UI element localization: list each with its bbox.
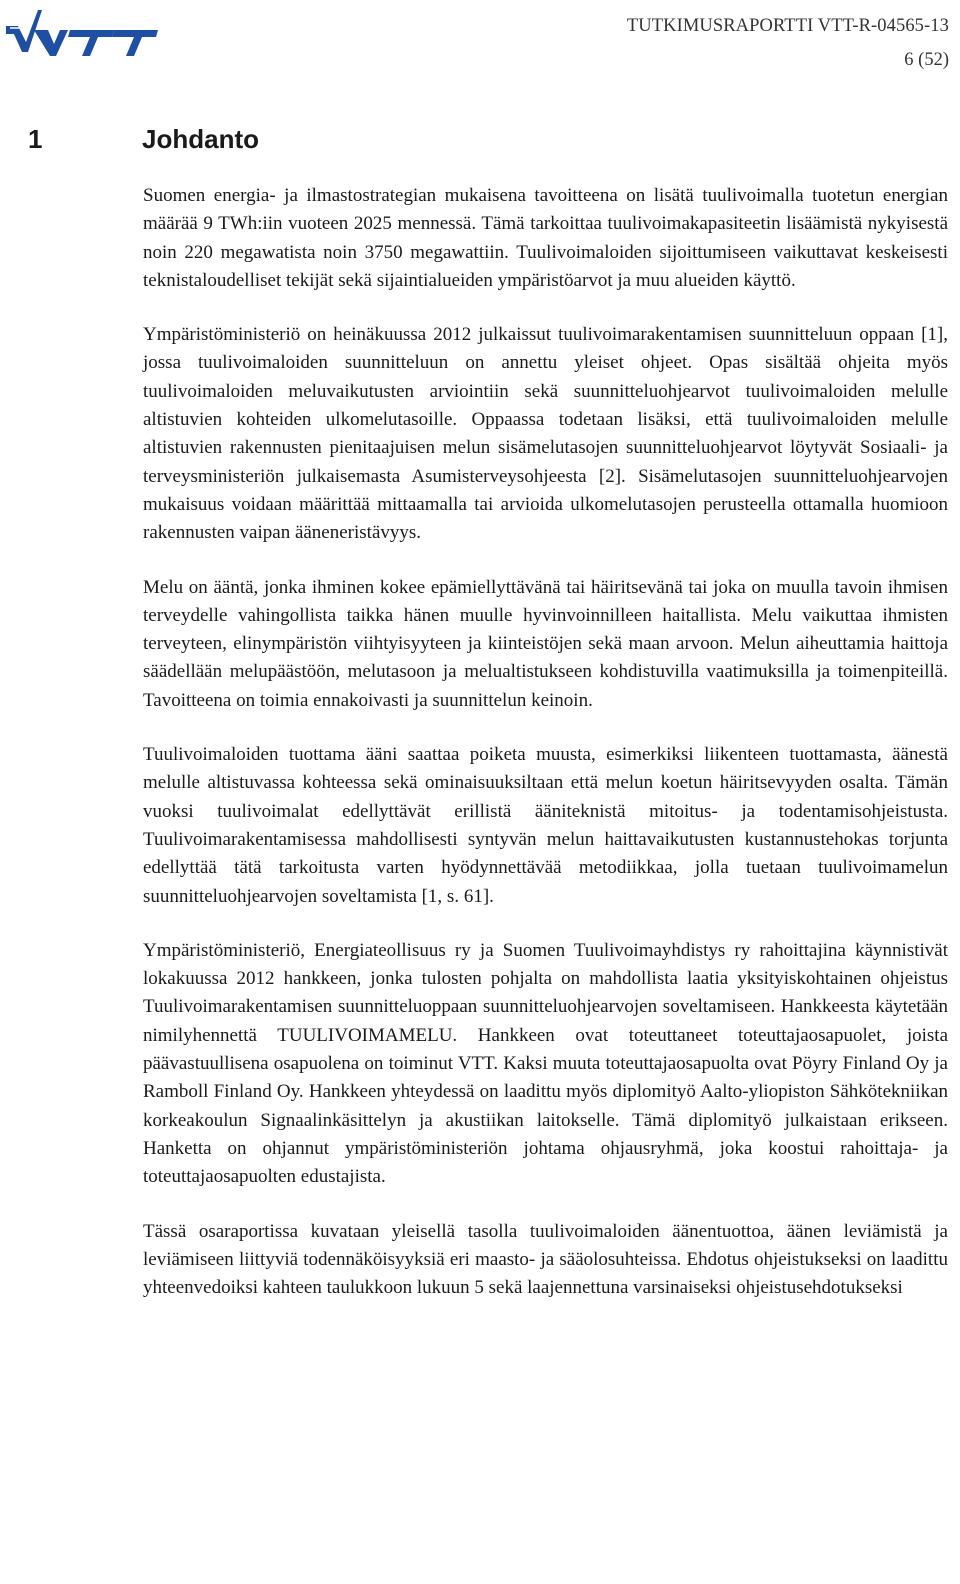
paragraph: Ympäristöministeriö, Energiateollisuus ry ja Suomen Tuulivoimayhdistys ry rahoittajina käynnistivät lokakuussa 2012 hankkeen, jonka tulosten pohjalta on mahdollista laatia yksityiskohtainen ohjeistus Tuulivoimarakentamisen suunnitteluoppaan suunnitteluohjearvojen soveltamiseen. Hankkeesta käytetään nimilyhennettä TUULIVOIMAMELU. Hankkeen ovat toteuttaneet toteuttajaosapuolet, joista päävastuullisena osapuolena on toiminut VTT. Kaksi muuta toteuttajaosapuolta ovat Pöyry Finland Oy ja Ramboll Finland Oy. Hankkeen yhteydessä on laadittu myös diplomityö Aalto-yliopiston Sähkötekniikan korkeakoulun Signaalinkäsittelyn ja akustiikan laitokselle. Tämä diplomityö julkaistaan erikseen. Hanketta on ohjannut ympäristöministeriön johtama ohjausryhmä, joka koostui rahoittaja- ja toteuttajaosapuolten edustajista. bbox=[143, 939, 948, 1188]
section-heading bbox=[28, 124, 259, 155]
report-id: TUTKIMUSRAPORTTI VTT-R-04565-13 bbox=[626, 16, 949, 36]
paragraph: Tässä osaraportissa kuvataan yleisellä tasolla tuulivoimaloiden äänentuottoa, äänen leviämistä ja leviämiseen liittyviä todennäköisyyksiä eri maasto- ja sääolosuhteissa. Ehdotus ohjeistukseksi on laadittu yhteenvedoiksi kahteen taulukkoon lukuun 5 sekä laajennettuna varsinaiseksi ohjeistusehdotukseksi bbox=[143, 1220, 948, 1299]
paragraph: Ympäristöministeriö on heinäkuussa 2012 julkaissut tuulivoimarakentamisen suunnitteluun oppaan [1], jossa tuulivoimaloiden suunnitteluun on annettu yleiset ohjeet. Opas sisältää ohjeita myös tuulivoimaloiden meluvaikutusten arviointiin sekä suunnitteluohjearvot tuulivoimaloiden melulle altistuvien kohteiden ulkomelutasoille. Oppaassa todetaan lisäksi, että tuulivoimaloiden melulle altistuvien rakennusten pienitaajuisen melun sisämelutasojen suunnitteluohjearvot löytyvät Sosiaali- ja terveysministeriön julkaisemasta Asumisterveysohjeesta [2]. Sisämelutasojen suunnitteluohjearvojen mukaisuus voidaan määrittää mittaamalla tai arvioida ulkomelutasojen perusteella ottamalla huomioon rakennusten vaipan ääneneristävyys. bbox=[143, 324, 948, 544]
page-number: 6 (52) bbox=[904, 50, 949, 70]
section-title: Johdanto bbox=[142, 124, 259, 154]
section-number: 1 bbox=[28, 124, 43, 154]
vtt-logo bbox=[4, 4, 160, 60]
body-text bbox=[143, 182, 948, 1328]
paragraph: Tuulivoimaloiden tuottama ääni saattaa poiketa muusta, esimerkiksi liikenteen tuottamasta, äänestä melulle altistuvassa kohteessa sekä ominaisuuksiltaan että melun koetun häiritsevyyden osalta. Tämän vuoksi tuulivoimalat edellyttävät erillistä ääniteknistä mitoitus- ja todentamisohjeistusta. Tuulivoimarakentamisessa mahdollisesti syntyvän melun haittavaikutusten kustannustehokas torjunta edellyttää tätä tarkoitusta varten hyödynnettävää metodiikkaa, jolla tuetaan tuulivoimamelun suunnitteluohjearvojen soveltamista [1, s. 61]. bbox=[143, 744, 948, 907]
paragraph: Suomen energia- ja ilmastostrategian mukaisena tavoitteena on lisätä tuulivoimalla tuotetun energian määrää 9 TWh:iin vuoteen 2025 mennessä. Tämä tarkoittaa tuulivoimakapasiteetin lisäämistä nykyisestä noin 220 megawatista noin 3750 megawattiin. Tuulivoimaloiden sijoittumiseen vaikuttavat keskeisesti teknistaloudelliset tekijät sekä sijaintialueiden ympäristöarvot ja muu alueiden käyttö. bbox=[143, 185, 948, 291]
vtt-logo-graphic bbox=[4, 4, 160, 60]
paragraph: Melu on ääntä, jonka ihminen kokee epämiellyttävänä tai häiritsevänä tai joka on muulla tavoin ihmisen terveydelle vahingollista taikka hänen muulle hyvinvoinnilleen haitallista. Melu vaikuttaa ihmisten terveyteen, elinympäristön viihtyisyyteen ja kiinteistöjen sekä maan arvoon. Melun aiheuttamia haittoja säädellään melupäästöön, melutasoon ja melualtistukseen kohdistuvilla vaatimuksilla ja toimenpiteillä. Tavoitteena on toimia ennakoivasti ja suunnittelun keinoin. bbox=[143, 576, 948, 711]
